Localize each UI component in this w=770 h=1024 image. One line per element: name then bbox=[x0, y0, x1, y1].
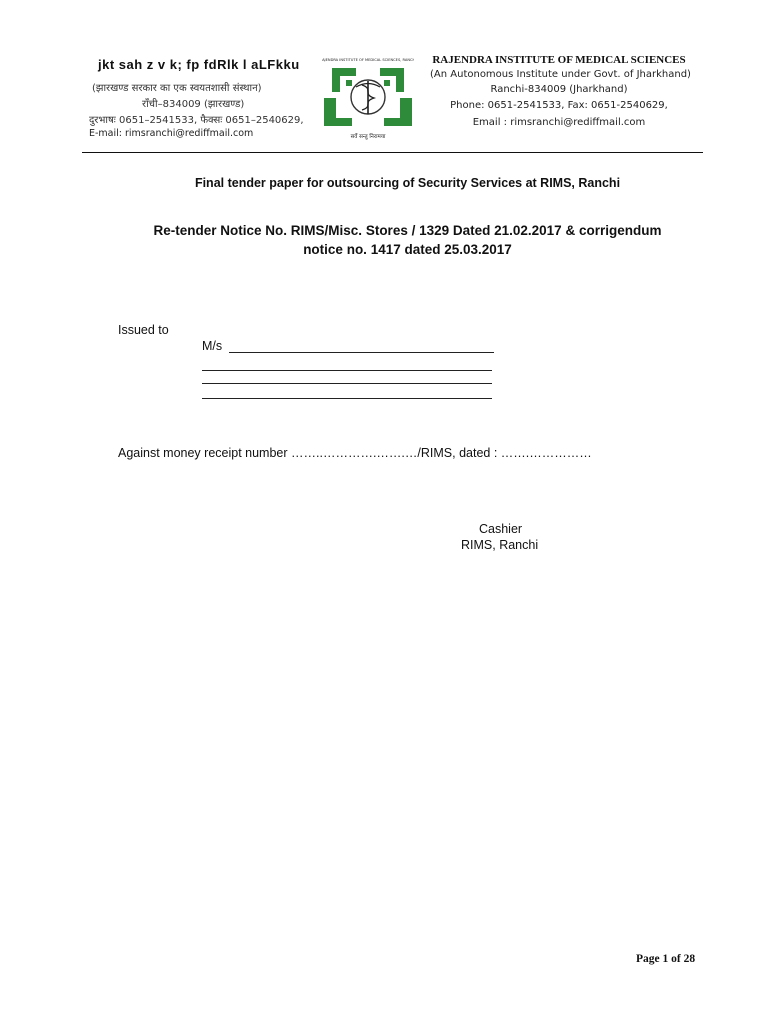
hindi-institute-name: jkt sah z v k; fp fdRlk l aLFkku bbox=[98, 57, 300, 72]
svg-text:RAJENDRA INSTITUTE OF MEDICAL: RAJENDRA INSTITUTE OF MEDICAL SCIENCES, RANCHI bbox=[322, 58, 414, 62]
signatory-title: Cashier bbox=[479, 522, 523, 536]
hindi-city: राँची–834009 (झारखण्ड) bbox=[142, 99, 245, 110]
hindi-contact: दुरभाषः 0651–2541533, फैक्सः 0651–2540629, bbox=[89, 115, 304, 126]
english-email: Email : rimsranchi@rediffmail.com bbox=[472, 117, 646, 128]
english-subtitle: (An Autonomous Institute under Govt. of Jharkhand) bbox=[430, 69, 691, 80]
rims-logo bbox=[322, 52, 414, 142]
signatory-organization: RIMS, Ranchi bbox=[461, 538, 539, 552]
address-blank-line bbox=[202, 398, 492, 399]
address-blank-line bbox=[202, 370, 492, 371]
money-receipt-line: Against money receipt number ……..………….…….…/RIMS, dated : …….…………… bbox=[118, 446, 592, 460]
header-divider bbox=[82, 152, 703, 153]
english-phone: Phone: 0651-2541533, Fax: 0651-2540629, bbox=[450, 100, 668, 111]
address-blank-line bbox=[202, 383, 492, 384]
english-institute-name: RAJENDRA INSTITUTE OF MEDICAL SCIENCES bbox=[432, 54, 686, 66]
page-number: Page 1 of 28 bbox=[636, 953, 696, 965]
ms-label: M/s bbox=[202, 339, 223, 353]
issued-to-label: Issued to bbox=[118, 323, 169, 337]
name-blank-line bbox=[229, 352, 494, 353]
document-title: Final tender paper for outsourcing of Security Services at RIMS, Ranchi bbox=[194, 176, 621, 190]
english-city: Ranchi-834009 (Jharkhand) bbox=[490, 84, 628, 95]
hindi-subtitle: (झारखण्ड सरकार का एक स्वयतशासी संस्थान) bbox=[92, 83, 262, 94]
notice-line-2: notice no. 1417 dated 25.03.2017 bbox=[303, 242, 512, 257]
notice-line-1: Re-tender Notice No. RIMS/Misc. Stores / 1329 Dated 21.02.2017 & corrigendum bbox=[153, 223, 662, 238]
svg-text:सर्वे सन्तु निरामया: सर्वे सन्तु निरामया bbox=[350, 134, 386, 140]
hindi-email: E-mail: rimsranchi@rediffmail.com bbox=[89, 128, 254, 139]
